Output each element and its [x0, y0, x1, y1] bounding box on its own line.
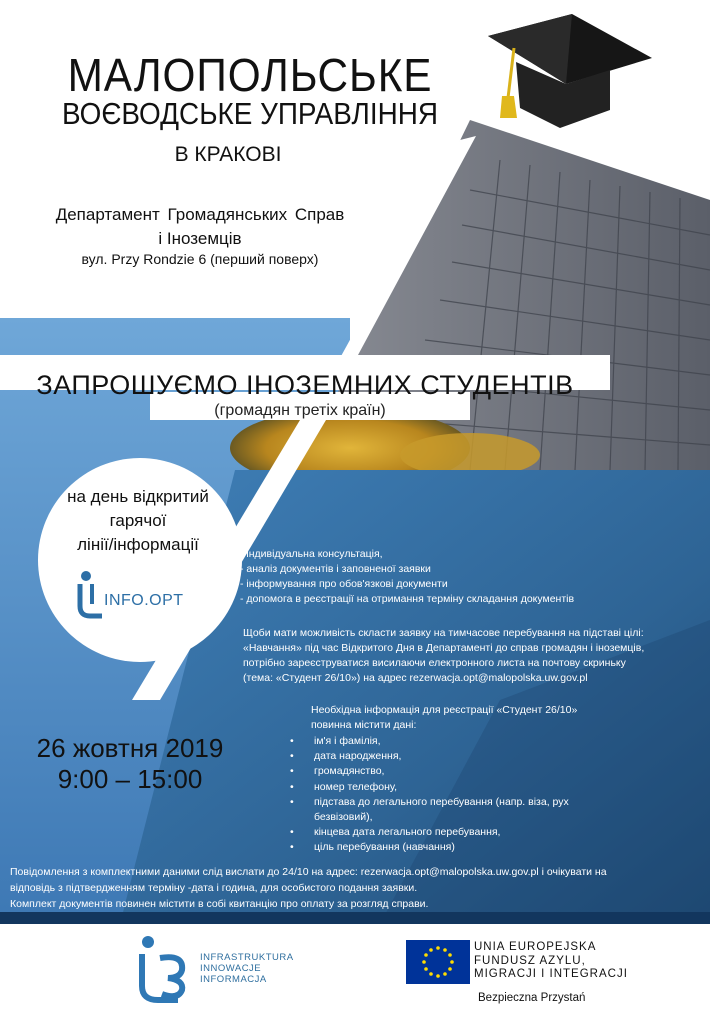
eu-line: FUNDUSZ AZYLU,: [474, 954, 586, 967]
list-item: - допомога в реєстрації на отримання терміну складання документів: [240, 593, 575, 605]
footer-note: [10, 864, 700, 912]
eu-fund-tagline: Bezpieczna Przystań: [478, 992, 586, 1004]
list-item-text: безвізовий),: [314, 811, 373, 824]
list-item: [290, 734, 690, 749]
event-line-1: на день відкритий: [67, 487, 209, 506]
list-item-text: номер телефону,: [314, 780, 397, 793]
eu-line: MIGRACJI I INTEGRACJI: [474, 968, 628, 980]
bottom-dark-bar: [0, 912, 710, 924]
department-name: Департамент Громадянських Справ: [55, 205, 345, 224]
list-item: [290, 780, 690, 795]
title-line-3: В КРАКОВІ: [174, 143, 282, 166]
required-info-list: [290, 734, 690, 856]
eu-flag-icon: [406, 940, 470, 984]
list-item: - інформування про обов'язкові документи: [240, 578, 448, 590]
list-item-text: підстава до легального перебування (напр. віза, рух: [314, 795, 569, 808]
bullet: •: [290, 750, 294, 763]
event-line-2: гарячої: [109, 511, 167, 530]
list-item-text: громадянство,: [314, 765, 385, 778]
list-item: - індивідуальна консультація,: [240, 548, 383, 560]
title-line-1: МАЛОПОЛЬСЬКЕ: [67, 49, 433, 101]
i3-logo-icon: [138, 934, 198, 1008]
department-address: вул. Przy Rondzie 6 (перший поверх): [81, 251, 319, 267]
bullet: •: [290, 841, 294, 854]
list-item-text: дата народження,: [314, 750, 402, 763]
event-description: [38, 485, 238, 557]
bullet: •: [290, 735, 294, 747]
list-item: [290, 840, 690, 855]
bullet: •: [290, 826, 294, 839]
footer-note-line: Комплект документів повинен містити в собі квитанцію про оплату за розгляд справи.: [10, 898, 429, 910]
invite-title: ЗАПРОШУЄМО ІНОЗЕМНИХ СТУДЕНТІВ: [36, 370, 574, 400]
footer-note-line: відповідь з підтвердженням терміну -дата і година, для особистого подання заявки.: [10, 882, 418, 894]
title-line-2: ВОЄВОДСЬКЕ УПРАВЛІННЯ: [61, 96, 439, 131]
list-item: [290, 825, 690, 840]
bullet: •: [290, 765, 294, 778]
registration-line: Щоби мати можливість скласти заявку на тимчасове перебування на підставі цілі:: [243, 627, 644, 639]
list-item: [290, 795, 690, 810]
list-item-text: ціль перебування (навчання): [314, 841, 455, 854]
registration-line: «Навчання» під час Відкритого Дня в Департаменті до справ громадян і іноземців,: [243, 642, 645, 654]
event-time: 9:00 – 15:00: [57, 764, 203, 794]
invite-subtitle: (громадян третіх країн): [214, 402, 386, 419]
registration-paragraph: [243, 626, 703, 686]
bullet: •: [290, 795, 294, 808]
list-item-text: ім'я і фамілія,: [314, 735, 381, 747]
bullet: •: [290, 780, 294, 793]
required-info-heading: [311, 703, 691, 733]
registration-line: (тема: «Студент 26/10») на адрес rezerwacja.opt@malopolska.uw.gov.pl: [243, 672, 588, 684]
list-item-text: кінцева дата легального перебування,: [314, 826, 501, 839]
required-info-heading-line: Необхідна інформація для реєстрації «Студент 26/10»: [311, 704, 578, 716]
graduation-cap-icon: [488, 14, 652, 128]
i3-logo-text: [200, 952, 294, 985]
i3-line: INNOWACJE: [200, 963, 262, 974]
i3-line: INFORMACJA: [200, 974, 267, 985]
info-opt-logo-text: INFO.OPT: [104, 592, 184, 609]
list-item: - аналіз документів і заповненої заявки: [240, 563, 431, 575]
i3-line: INFRASTRUKTURA: [200, 952, 294, 963]
department-name-2: і Іноземців: [158, 229, 242, 248]
registration-line: потрібно зареєструватися висилаючи електронного листа на почтову скриньку: [243, 657, 626, 669]
list-item: [290, 764, 690, 779]
list-item: [290, 749, 690, 764]
event-line-3: лінії/інформації: [77, 535, 199, 554]
services-list: [240, 547, 700, 607]
eu-fund-text: [474, 941, 628, 982]
event-date: 26 жовтня 2019: [36, 733, 224, 763]
eu-line: UNIA EUROPEJSKA: [474, 941, 597, 953]
footer-note-line: Повідомлення з комплектними даними слід вислати до 24/10 на адрес: rezerwacja.opt@malopolska.uw.gov.pl і очікувати на: [10, 866, 607, 878]
list-item: [290, 810, 690, 825]
required-info-heading-line: повинна містити дані:: [311, 719, 417, 731]
